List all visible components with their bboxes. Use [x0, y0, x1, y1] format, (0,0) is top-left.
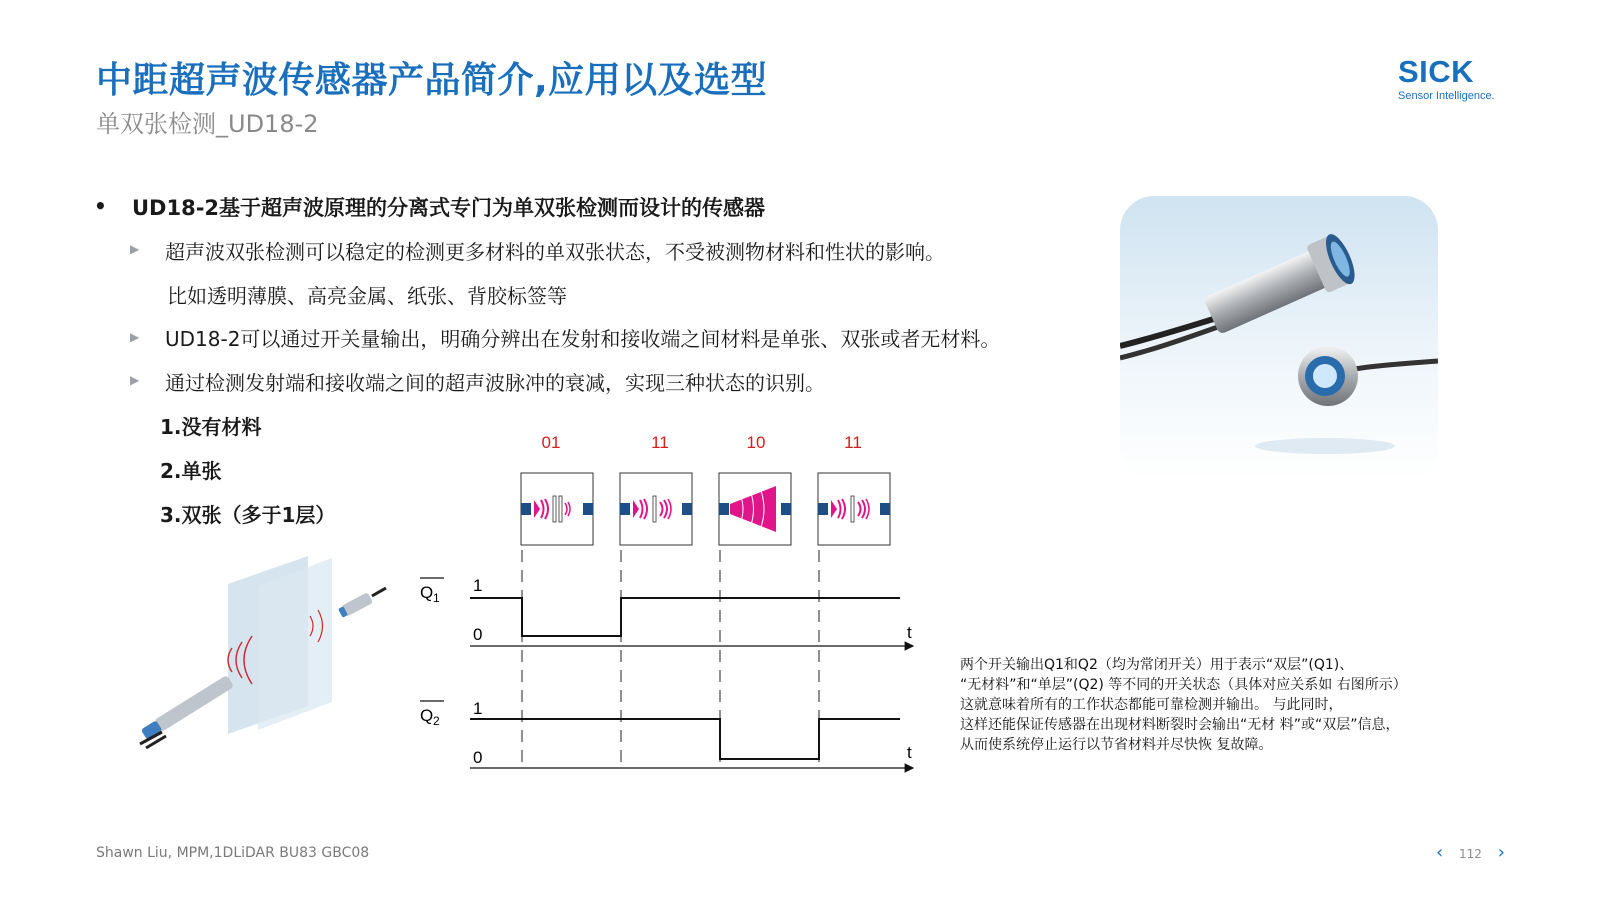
subpoint-1: 超声波双张检测可以稳定的检测更多材料的单双张状态，不受被测物材料和性状的影响。: [165, 240, 945, 264]
sick-logo: [1398, 56, 1495, 103]
note-line: 从而使系统停止运行以节省材料并尽快恢 复故障。: [960, 737, 1273, 753]
note-line: 这样还能保证传感器在出现材料断裂时会输出“无材 料”或“双层”信息，: [960, 717, 1400, 733]
q2-low-level: 0: [473, 748, 483, 767]
q1-label: Q: [420, 583, 434, 602]
state-box-single-sheet-2: [818, 473, 890, 545]
triangle-bullet-icon: ▶: [130, 373, 140, 387]
subpoint-2: UD18-2可以通过开关量输出，明确分辨出在发射和接收端之间材料是单张、双张或者无材料。: [165, 327, 1001, 351]
footer-author: Shawn Liu, MPM,1DLiDAR BU83 GBC08: [96, 845, 370, 861]
triangle-bullet-icon: ▶: [130, 242, 140, 256]
page-navigation: [1436, 842, 1505, 863]
state-box-no-material: [521, 473, 593, 545]
q2-subscript: 2: [433, 714, 440, 728]
note-line: “无材料”和“单层”(Q2) 等不同的开关状态（具体对应关系如 右图所示）: [960, 677, 1407, 693]
page-subtitle: 单双张检测_UD18-2: [96, 110, 319, 138]
subpoint-3: 通过检测发射端和接收端之间的超声波脉冲的衰减，实现三种状态的识别。: [165, 371, 825, 395]
q2-time-label: t: [907, 743, 912, 762]
state-box-single-sheet: [620, 473, 692, 545]
state-box-double-sheet: [719, 473, 791, 545]
q2-waveform: [470, 719, 900, 759]
logo-tagline: Sensor Intelligence.: [1398, 90, 1495, 102]
sensor-illustration: [132, 556, 388, 752]
state-code-label: 11: [651, 433, 669, 452]
state-code-label: 01: [541, 433, 561, 452]
main-bullet-text: UD18-2基于超声波原理的分离式专门为单双张检测而设计的传感器: [132, 196, 766, 220]
product-photo: [1120, 196, 1438, 480]
state-code-label: 10: [746, 433, 766, 452]
q1-waveform: [470, 598, 900, 636]
logo-wordmark: SICK: [1398, 54, 1475, 89]
bullet-dot-icon: •: [94, 194, 107, 218]
signal-diagram: [410, 428, 930, 774]
q1-subscript: 1: [433, 591, 440, 605]
state-single-sheet: 2.单张: [160, 459, 222, 483]
subpoint-1-cont: 比如透明薄膜、高亮金属、纸张、背胶标签等: [167, 284, 567, 308]
transition-guides: [522, 550, 819, 768]
next-page-icon[interactable]: ›: [1497, 842, 1505, 863]
page-number: 112: [1459, 847, 1482, 861]
q2-high-level: 1: [473, 699, 483, 718]
note-line: 两个开关输出Q1和Q2（均为常闭开关）用于表示“双层”(Q1)、: [960, 657, 1354, 673]
triangle-bullet-icon: ▶: [130, 330, 140, 344]
q1-low-level: 0: [473, 625, 483, 644]
q2-label: Q: [420, 706, 434, 725]
q1-high-level: 1: [473, 576, 483, 595]
note-line: 这就意味着所有的工作状态都能可靠检测并输出。 与此同时，: [960, 697, 1343, 713]
page-title: 中距超声波传感器产品简介,应用以及选型: [96, 60, 768, 101]
state-no-material: 1.没有材料: [160, 415, 262, 439]
state-code-label: 11: [844, 433, 862, 452]
explanation-note: [960, 655, 1500, 755]
q1-time-label: t: [907, 623, 912, 642]
previous-page-icon[interactable]: ‹: [1436, 842, 1444, 863]
state-double-sheet: 3.双张（多于1层）: [160, 503, 336, 527]
